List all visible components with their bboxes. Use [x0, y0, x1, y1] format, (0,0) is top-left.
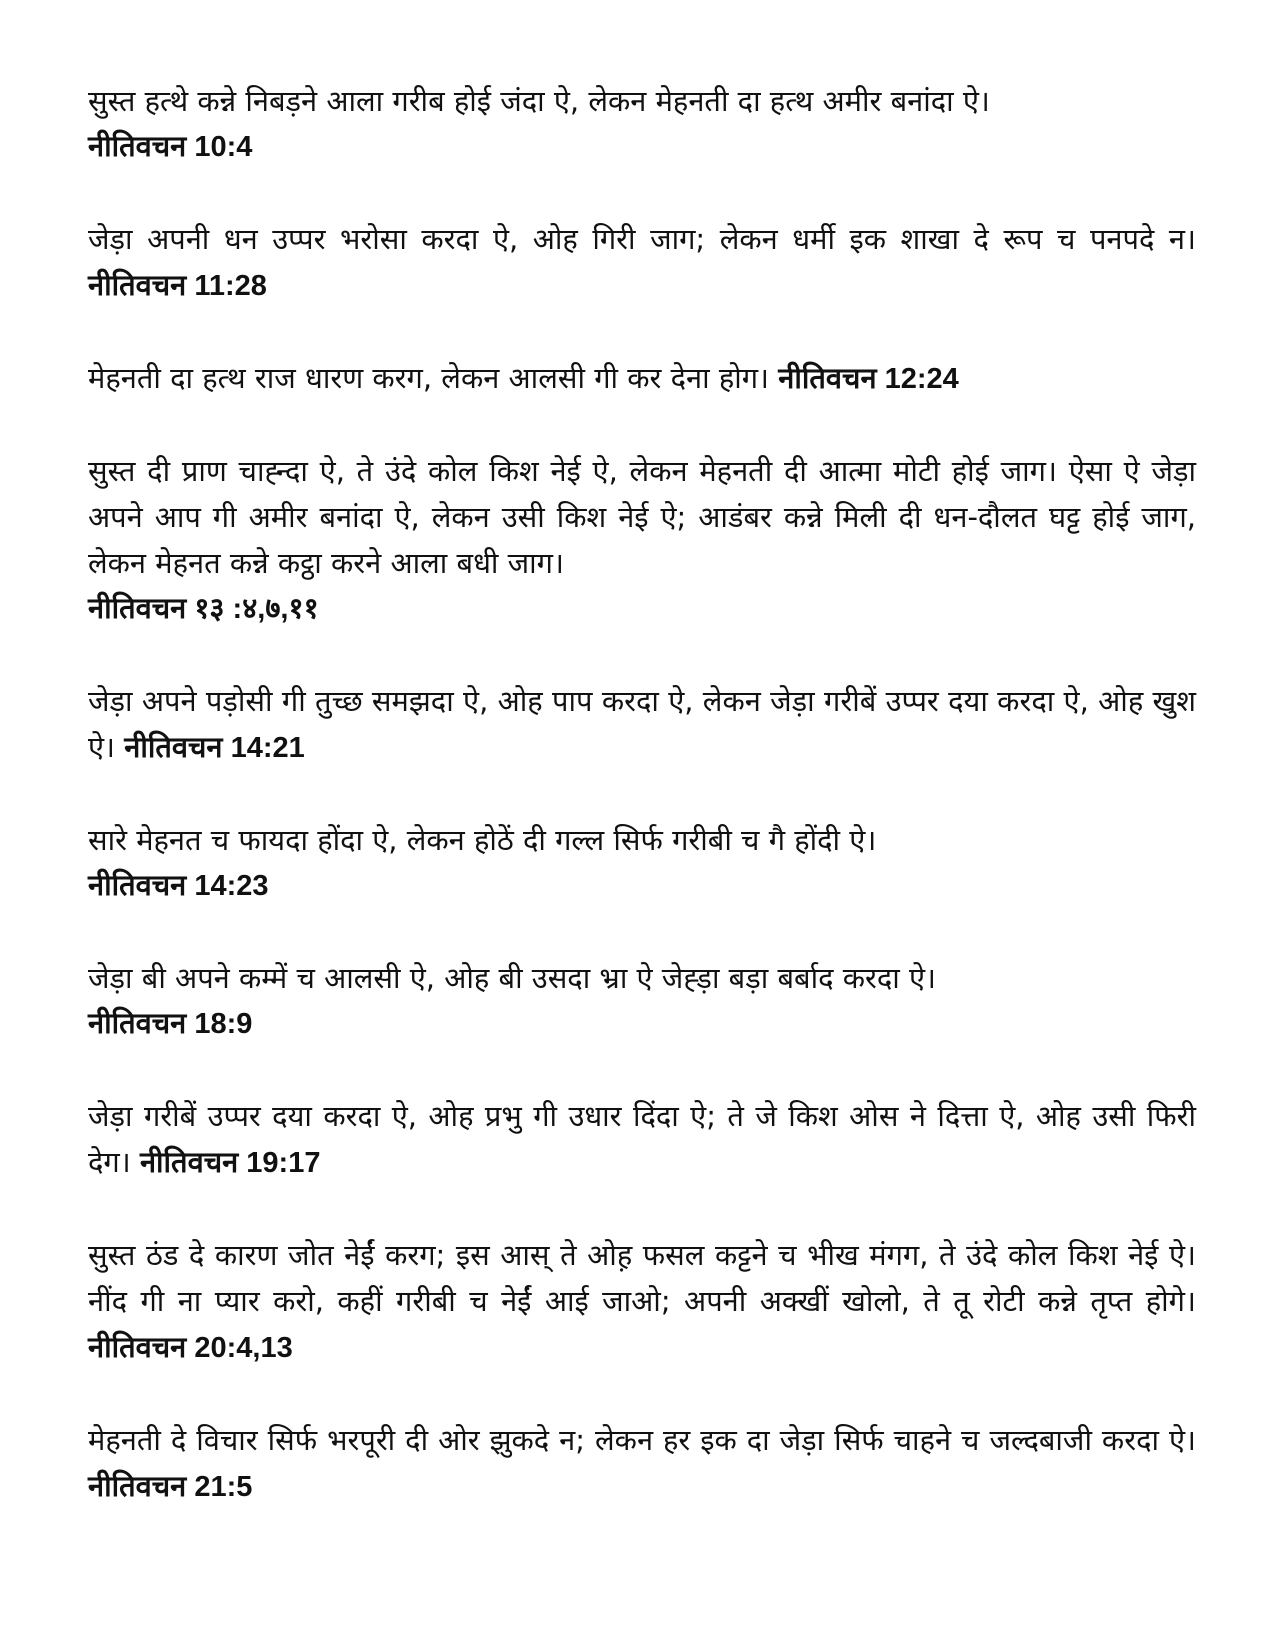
verse-paragraph [88, 1093, 1196, 1186]
verse-paragraph [88, 216, 1196, 309]
verse-paragraph [88, 1232, 1196, 1371]
verse-text: सुस्त दी प्राण चाह्न्दा ऐ, ते उंदे कोल किश नेई ऐ, लेकन मेहनती दी आत्मा मोटी होई जाग। ऐसा ऐ जेड़ा अपने आप गी अमीर बनांदा ऐ, लेकन उसी किश नेई ऐ; आडंबर कन्ने मिली दी धन-दौलत घट्ट होई जाग, लेकन मेहनत कन्ने कट्ठा करने आला बधी जाग। [88, 454, 1196, 580]
document-page [88, 78, 1196, 1556]
verse-text: सारे मेहनत च फायदा होंदा ऐ, लेकन होठें दी गल्ल सिर्फ गरीबी च गै होंदी ऐ। [88, 823, 877, 857]
verse-reference: नीतिवचन 10:4 [88, 131, 253, 163]
verse-paragraph [88, 678, 1196, 771]
verse-paragraph [88, 955, 1196, 1047]
verse-reference: नीतिवचन 20:4,13 [88, 1332, 293, 1364]
verse-paragraph [88, 448, 1196, 632]
verse-reference: नीतिवचन 14:21 [124, 732, 305, 764]
verse-reference: नीतिवचन 11:28 [88, 270, 267, 302]
verse-reference: नीतिवचन 12:24 [778, 363, 959, 395]
verse-text: सुस्त ठंड दे कारण जोत नेईं करग; इस आस् ते ओह़ फसल कट्टने च भीख मंगग, ते उंदे कोल किश नेई ऐ। नींद गी ना प्यार करो, कहीं गरीबी च नेईं आई जाओ; अपनी अक्खीं खोलो, ते तू रोटी कन्ने तृप्त होगे। [88, 1238, 1196, 1318]
verse-text: मेहनती दा हत्थ राज धारण करग, लेकन आलसी गी कर देना होग। [88, 361, 770, 395]
verse-reference: नीतिवचन 21:5 [88, 1471, 253, 1503]
verse-paragraph [88, 78, 1196, 170]
verse-text: सुस्त हत्थे कन्ने निबड़ने आला गरीब होई जंदा ऐ, लेकन मेहनती दा हत्थ अमीर बनांदा ऐ। [88, 84, 990, 118]
verse-text: मेहनती दे विचार सिर्फ भरपूरी दी ओर झुकदे न; लेकन हर इक दा जेड़ा सिर्फ चाहने च जल्दबाजी करदा ऐ। [88, 1423, 1196, 1457]
verse-text: जेड़ा गरीबें उप्पर दया करदा ऐ, ओह प्रभु गी उधार दिंदा ऐ; ते जे किश ओस ने दित्ता ऐ, ओह उसी फिरी देग। [88, 1099, 1196, 1179]
verse-text: जेड़ा अपने पड़ोसी गी तुच्छ समझदा ऐ, ओह पाप करदा ऐ, लेकन जेड़ा गरीबें उप्पर दया करदा ऐ, ओह खुश ऐ। [88, 684, 1196, 764]
verse-paragraph [88, 1417, 1196, 1510]
verse-reference: नीतिवचन 14:23 [88, 870, 269, 902]
verse-text: जेड़ा अपनी धन उप्पर भरोसा करदा ऐ, ओह गिरी जाग; लेकन धर्मी इक शाखा दे रूप च पनपदे न। [88, 222, 1196, 256]
verse-reference: नीतिवचन 18:9 [88, 1008, 253, 1040]
verse-paragraph [88, 817, 1196, 909]
verse-paragraph [88, 355, 1196, 402]
verse-reference: नीतिवचन १३ :४,७,११ [88, 593, 319, 625]
verse-text: जेड़ा बी अपने कम्में च आलसी ऐ, ओह बी उसदा भ्रा ऐ जेह्ड़ा बड़ा बर्बाद करदा ऐ। [88, 961, 937, 995]
verse-reference: नीतिवचन 19:17 [139, 1147, 321, 1179]
